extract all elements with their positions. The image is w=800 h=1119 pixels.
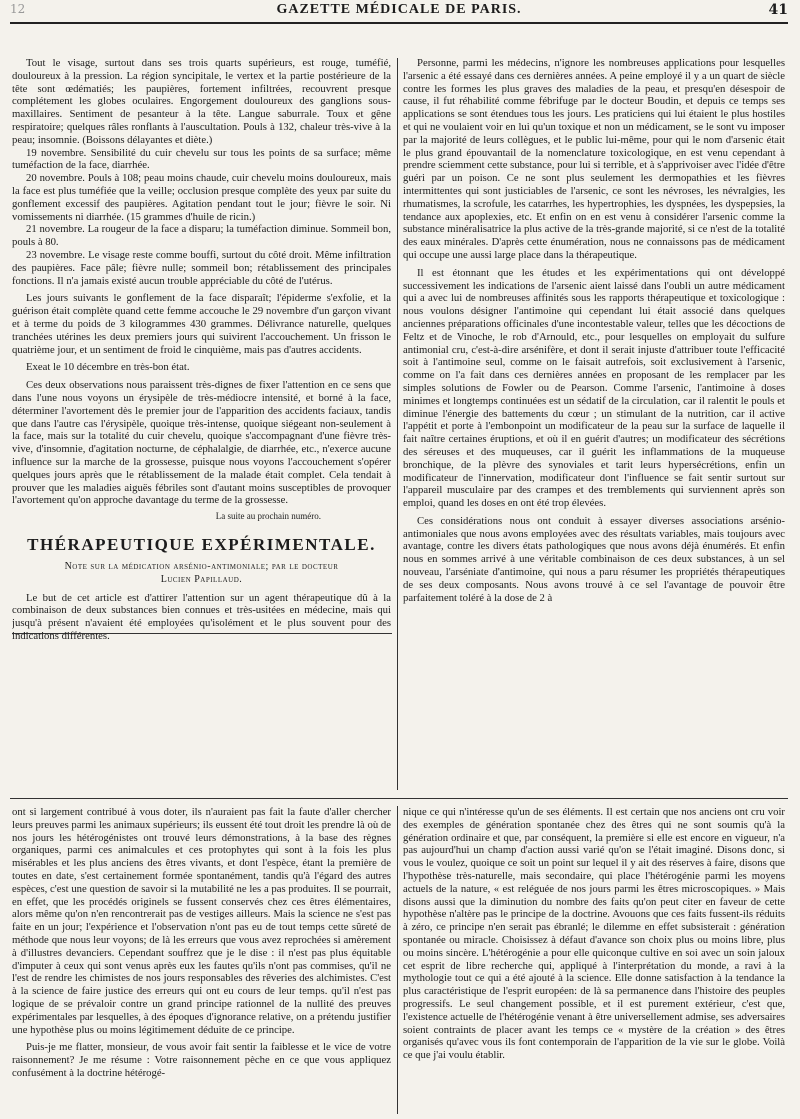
- section-title: THÉRAPEUTIQUE EXPÉRIMENTALE.: [27, 534, 376, 554]
- paragraph-1: ont si largement contribué à vous doter, ils n'auraient pas fait la faute d'aller chercher leurs preuves parmi les animaux supérieurs; ils eussent été tout droit les prendre là où de nos jours les hétérogénistes ont trouvé leurs démonstrations, à la base des règnes organiques, parmi ces animalcules et ces protophytes qui sont à la fois les plus misérables et les plus anciens des êtres vivants, et dont l'espèce, étant la première de toutes en date, s'est certainement formée spontanément, tandis qu'à l'égard des autres espèces, c'est une question de savoir si la mutabilité ne les a pas produites. Il se pourrait, en effet, que les procédés originels se fussent conservés chez ces êtres élémentaires, alors même qu'on n'en rencontrerait pas de vestiges ailleurs. Mais la science ne s'est pas faite en un jour; l'expérience et l'observation n'ont pas eu de tout temps cette sûreté de méthode que nous leur voyons; de là les erreurs que vous avez reprochées si amèrement à d'illustres devanciers. Cependant souffrez que je le dise : il n'est pas plus équitable d'imputer à ceux qui sont venus après eux les fautes qu'ils n'ont pas commises, qu'il ne l'est de rendre les chimistes de nos jours responsables des rêveries des alchimistes. C'est à la science de faire justice des erreurs qui ont eu cours de leur temps. qu'il n'est pas logique de se prévaloir contre un grand principe rationnel de la nullité des preuves expérimentales par lesquelles, à des époques d'ignorance relative, on a prétendu justifier une hypothèse plus ou moins légitimement déduite de ce principe.: [12, 806, 391, 1036]
- paragraph-4: 21 novembre. La rougeur de la face a disparu; la tuméfaction diminue. Sommeil bon, pouls à 80.: [12, 223, 391, 249]
- bottom-left-column: [12, 806, 391, 1114]
- note-line: Note sur la médication arsénio-antimoniale; par le docteur: [64, 560, 339, 572]
- author-name: Lucien Papillaud.: [160, 573, 243, 585]
- column-divider-top: [397, 58, 398, 790]
- top-right-column: [403, 57, 785, 793]
- paragraph-2: 19 novembre. Sensibilité du cuir chevelu sur tous les points de sa surface; même tuméfaction de la face, diarrhée.: [12, 146, 391, 172]
- faint-page-number: 12: [10, 2, 26, 16]
- paragraph-5: 23 novembre. Le visage reste comme bouffi, surtout du côté droit. Même infiltration des paupières. Face pâle; fièvre nulle; sommeil bon; rétablissement des principales fonctions. Il n'a jamais existé aucun trouble appréciable du côté de l'utérus.: [12, 248, 391, 287]
- article-byline: [12, 560, 391, 586]
- paragraph-1: nique ce qui n'intéresse qu'un de ses éléments. Il est certain que nos anciens ont cru voir des exemples de génération spontanée chez des êtres qui ne sont soumis qu'à la génération ordinaire et que, par conséquent, la première si elle est encore en vigueur, n'a pas aujourd'hui un champ d'action aussi varié qu'on se l'était imaginé. Disons donc, si vous le voulez, quoique ce soit un point sur lequel il y ait des réserves à faire, disons que l'hypothèse très-naturelle, mais secondaire, qui place l'hétérogénie parmi les moyens actuels de la nature, « est reléguée de nos jours parmi les êtres microscopiques. » Mais disons aussi que la diminution du nombre des faits qu'on peut citer en faveur de cette hypothèse n'altère pas le principe de la doctrine. Avouons que ces faits fussent-ils réduits à zéro, ce principe n'en serait pas ébranlé; le dilemme en effet subsisterait : génération spontanée ou miracle. Choisissez à défaut d'avance son choix plus ou moins libre, plus ou moins sincère. L'hétérogénie a pour elle quiconque cultive en soi avec un soin jaloux cet esprit de libre recherche qui, appliqué à l'interprétation du monde, a ravi à la mythologie tout ce qui a été ajouté à la science. Elle donne satisfaction à la tendance la plus caractéristique de l'esprit européen: de là sa permanence dans l'histoire des peuples progressifs. Le seul changement possible, et il est purement extérieur, c'est que, l'existence actuelle de l'hétérogénie venant à être universellement admise, ses adversaires soient contraints de placer avant les temps ce « mystère de la création » des êtres organisés qu'avec vous ils font contemporain de l'apparition de la vie sur le globe. Voilà ce que j'ai voulu établir.: [403, 806, 785, 1062]
- page-divider: [10, 798, 788, 799]
- paragraph-8: Ces deux observations nous paraissent très-dignes de fixer l'attention en ce sens que dans l'une nous voyons un érysipèle de très-médiocre intensité, et borné à la face, déterminer l'avortement dès le premier jour de l'apparition des accidents faciaux, tandis que dans l'autre cas l'érysipèle, quoique très-intense, quoique siégeant non-seulement à la face, mais sur la totalité du cuir chevelu, quoique s'accompagnant d'une fièvre très-vive, d'insomnie, d'agitation nocturne, de céphalalgie, de diarrhée, etc., n'exerce aucune influence sur la marche de la grossesse, puisque nous voyons l'accouchement s'opérer quelques jours après que le rétablissement de la malade était complet. Cela tendait à prouver que les maladies aiguës fébriles sont d'autant moins susceptibles de provoquer l'avortement qu'on approche davantage du terme de la grossesse.: [12, 379, 391, 507]
- paragraph-2: Puis-je me flatter, monsieur, de vous avoir fait sentir la faiblesse et le vice de votre raisonnement? Je me résume : Votre raisonnement pèche en ce que vous appliquez confusément à la doctrine hétérogé-: [12, 1041, 391, 1079]
- paragraph-3: 20 novembre. Pouls à 108; peau moins chaude, cuir chevelu moins douloureux, mais la face est plus tuméfiée que la veille; occlusion presque complète des yeux par suite du gonflement excessif des paupières. Agitation pendant tout le jour; fièvre le soir. Ni vomissements ni diarrhée. (15 grammes d'huile de ricin.): [12, 172, 391, 223]
- page-header: [10, 0, 788, 24]
- paragraph-1: Personne, parmi les médecins, n'ignore les nombreuses applications pour lesquelles l'arsenic a été essayé dans ces dernières années. A peine employé il y a un quart de siècle contre les formes les plus graves des maladies de la peau, et presqu'en désespoir de cause, il fut réhabilité comme fébrifuge par le docteur Boudin, et depuis ce temps ses applications se sont étendues tous les jours. Les praticiens qui lui étaient le plus hostiles et qui ne voulaient voir en lui qu'un toxique et non un médicament, se le sont vu imposer par la majorité de leurs collègues, et le public lui-même, pour qui le nom d'arsenic était le plus grand épouvantail de la nomenclature toxicologique, en est venu cependant à prendre sciemment cette substance, pour lui si terrible, et à s'apprivoiser avec l'idée d'être guéri par un poison. Ce ne sont plus seulement les dermopathies et les fièvres intermittentes qui sont justiciables de l'arsenic, ce sont les névroses, les névralgies, les rhumatismes, la scrofule, les catarrhes, les hypertrophies, les dyspnées, les dyspepsies, la tendance aux apoplexies, etc. Et enfin on en est venu à considérer l'arsenic comme la substance minéralisatrice la plus active de la très-grande majorité, si ce n'est de la totalité des eaux minérales. D'après cette énumération, nous ne connaissons pas de médicament qui occupe une aussi large place dans la thérapeutique.: [403, 57, 785, 261]
- top-left-column: [12, 57, 391, 793]
- paragraph-6: Les jours suivants le gonflement de la face disparaît; l'épiderme s'exfolie, et la guérison était complète quand cette femme accouche le 29 novembre d'un garçon vivant et à terme du poids de 3 kilogrammes 430 grammes. Délivrance naturelle, quelques tranchées utérines les deux premiers jours qui suivirent l'accouchement. Un frisson le quatrième jour, et un sentiment de froid le cinquième, mais pas d'autres accidents.: [12, 292, 391, 356]
- paragraph-1: Tout le visage, surtout dans ses trois quarts supérieurs, est rouge, tuméfié, douloureux à la pression. La région syncipitale, le vertex et la partie postérieure de la tête sont œdématiés; les paupières, fortement infiltrées, recouvrent presque complétement les globes oculaires. Engorgement douloureux des ganglions sous-maxillaires. Sentiment de pesanteur à la tête. Langue saburrale. Toux et gêne respiratoire; quelques râles ronflants à l'auscultation. Pouls à 132, chaleur très-vive à la peau; insomnie. (Boissons délayantes et diète.): [12, 57, 391, 146]
- column-divider-bottom: [397, 806, 398, 1114]
- article-intro: Le but de cet article est d'attirer l'attention sur un agent thérapeutique dû à la combinaison de deux substances bien connues et très-usitées en médecine, mais qui jusqu'à présent n'avaient été employées qu'isolément et le plus souvent pour des indications différentes.: [12, 591, 391, 643]
- bottom-right-column: [403, 806, 785, 1114]
- paragraph-3: Ces considérations nous ont conduit à essayer diverses associations arsénio-antimoniales que nous avons employées avec des résultats variables, mais toujours avec avantage, contre les divers états pathologiques que nous avons déjà énumérés. Et enfin nous en sommes arrivé à une véritable combinaison de ces deux substances, à un sel nouveau, l'arséniate d'antimoine, qui nous a paru résumer les propriétés thérapeutiques de ses deux composants. Nous avons trouvé à ce sel l'avantage de pouvoir être parfaitement toléré à la dose de 2 à: [403, 514, 785, 604]
- running-title: GAZETTE MÉDICALE DE PARIS.: [276, 2, 522, 17]
- paragraph-7: Exeat le 10 décembre en très-bon état.: [26, 361, 190, 374]
- paragraph-2: Il est étonnant que les études et les expérimentations qui ont développé successivement les indications de l'arsenic aient laissé dans l'oubli un autre médicament qui a avec lui de nombreuses affinités sous les rapports thérapeutique et toxicologique : nous voulons désigner l'antimoine qui cependant lui était associé dans quelques anciennes préparations officinales d'une incontestable valeur, telles que les décoctions de Feltz et de Vinoche, le rob d'Arnould, etc., pour lesquelles on employait du sulfure antimonial cru, c'est-à-dire arsénifère, et dont il serait injuste d'attribuer toute l'efficacité soit à l'antimoine seul, comme on le faisait autrefois, soit exclusivement à l'arsenic, comme on l'a fait dans ces dernières années en proposant de les remplacer par les simples solutions de Fowler ou de Pearson. Comme l'arsenic, l'antimoine à doses minimes et longtemps continuées est un sédatif de la circulation, car il ralentit le pouls et diminue l'énergie des battements du cœur ; un stimulant de la nutrition, car il active l'appétit et porte à l'embonpoint un modificateur de la peau sur la surface de laquelle il fait naître certaines éruptions, et où il en guérit d'autres; un modificateur des sécrétions des séreuses et des muqueuses, car il guérit les inflammations de la muqueuse bronchique, de la plèvre des synoviales et tarit leurs hypersécrétions, enfin un modificateur de l'innervation, modificateur dont l'influence se fait sentir surtout sur l'appareil musculaire par des crampes et des tremblements qui surviennent après son emploi, quand les doses en ont été trop élevées.: [403, 266, 785, 510]
- continued-note: La suite au prochain numéro.: [215, 511, 321, 522]
- page-number: 41: [768, 2, 788, 18]
